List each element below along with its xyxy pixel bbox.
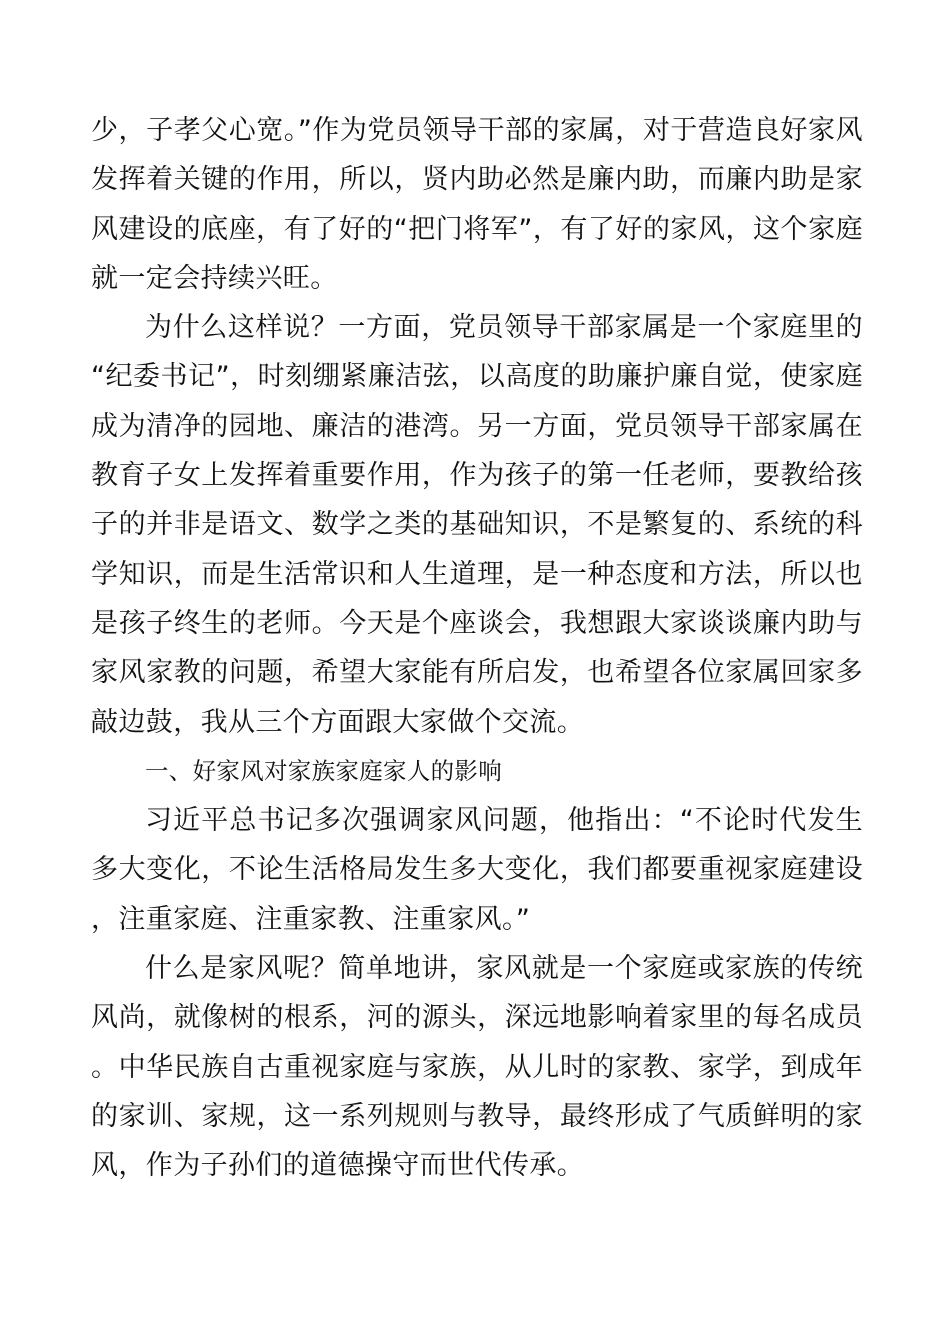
document-body [91, 106, 863, 1191]
paragraph-continuation: 少，子孝父心宽。”作为党员领导干部的家属，对于营造良好家风发挥着关键的作用，所以，贤内助必然是廉内助，而廉内助是家风建设的底座，有了好的“把门将军”，有了好的家风，这个家庭就一定会持续兴旺。 [91, 115, 863, 294]
paragraph-why: 为什么这样说？一方面，党员领导干部家属是一个家庭里的“纪委书记”，时刻绷紧廉洁弦，以高度的助廉护廉自觉，使家庭成为清净的园地、廉洁的港湾。另一方面，党员领导干部家属在教育子女上发挥着重要作用，作为孩子的第一任老师，要教给孩子的并非是语文、数学之类的基础知识，不是繁复的、系统的科学知识，而是生活常识和人生道理，是一种态度和方法，所以也是孩子终生的老师。今天是个座谈会，我想跟大家谈谈廉内助与家风家教的问题，希望大家能有所启发，也希望各位家属回家多敲边鼓，我从三个方面跟大家做个交流。 [91, 312, 863, 738]
paragraph-quote: 习近平总书记多次强调家风问题，他指出：“不论时代发生多大变化，不论生活格局发生多大变化，我们都要重视家庭建设，注重家庭、注重家教、注重家风。” [91, 805, 863, 935]
section-heading: 一、好家风对家族家庭家人的影响 [145, 756, 502, 785]
paragraph-family-style: 什么是家风呢？简单地讲，家风就是一个家庭或家族的传统风尚，就像树的根系，河的源头，深远地影响着家里的每名成员。中华民族自古重视家庭与家族，从儿时的家教、家学，到成年的家训、家规，这一系列规则与教导，最终形成了气质鲜明的家风，作为子孙们的道德操守而世代传承。 [91, 953, 863, 1182]
